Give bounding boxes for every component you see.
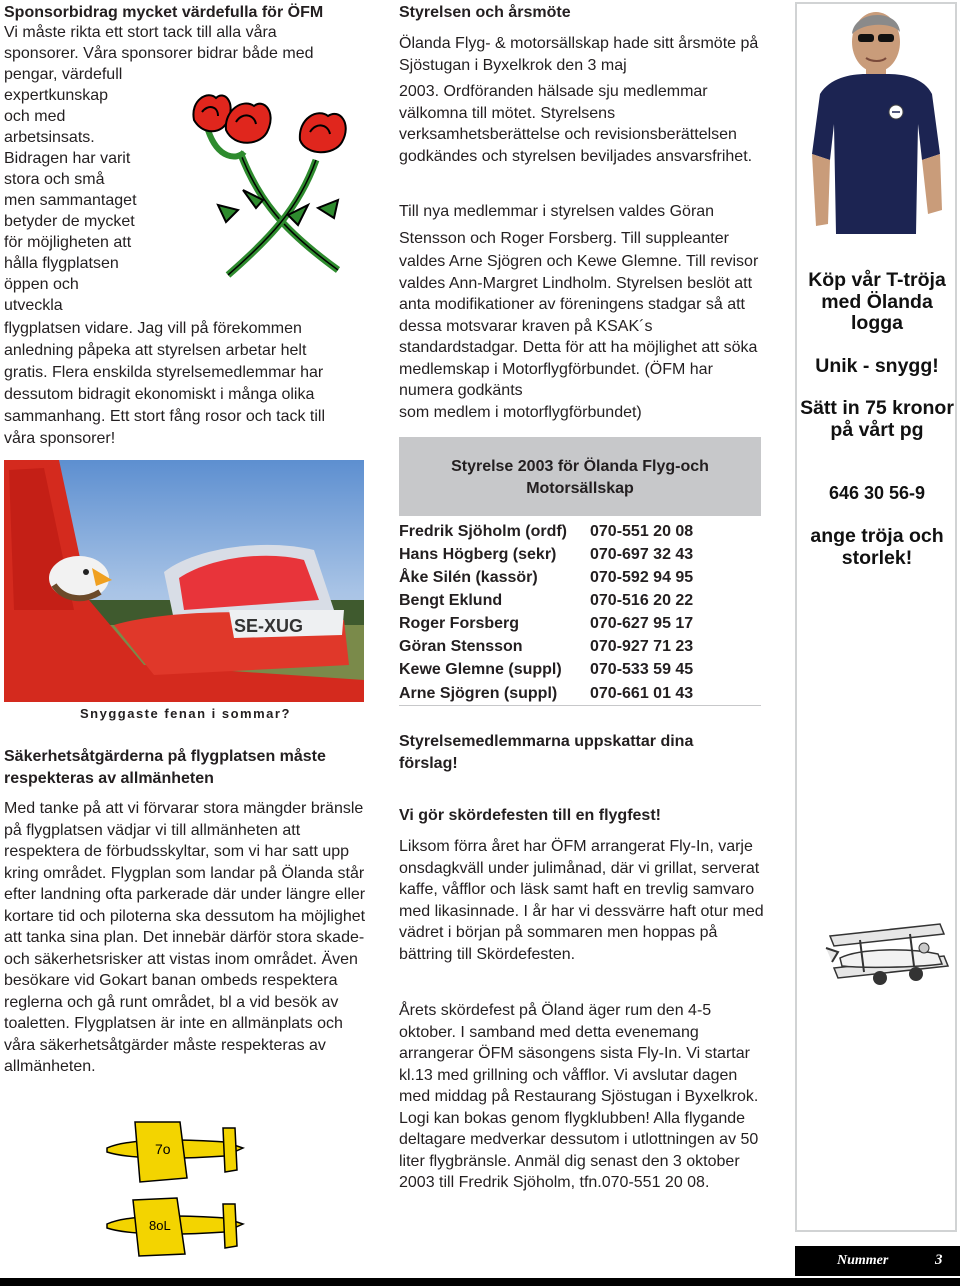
meeting-p3: Till nya medlemmar i styrelsen valdes Göran — [399, 203, 715, 220]
footer-label: Nummer — [837, 1253, 889, 1268]
thanks-note: Styrelsemedlemmarna uppskattar dina förslag! — [399, 733, 694, 772]
sponsors-line: Bidragen har varit — [4, 150, 131, 167]
tshirt-price: Sätt in 75 kronor på vårt pg — [800, 397, 954, 441]
sponsors-line: men sammantaget — [4, 192, 137, 209]
photo-caption: Snyggaste fenan i sommar? — [80, 706, 291, 721]
sponsors-line: öppen och — [4, 276, 79, 293]
biplane-illustration — [820, 918, 955, 998]
sponsors-line: stora och små — [4, 171, 105, 188]
member-name: Roger Forsberg — [399, 615, 520, 632]
harvest-p2: Årets skördefest på Öland äger rum den 4-5 oktober. I samband med detta evenemang arrangerar ÖFM säsongens sista Fly-In. Vi startar kl.13 med grillning och våfflor. Vi avslutar dagen med middag på Restaurang Sjöstugan i Byxelkrok. Logi kan bokas genom flygklubben! Alla flygande deltagare medverkar dessutom i utlottningen av 50 liter flygbränsle. Anmäl dig senast den 3 oktober 2003 till Fredrik Sjöholm, tfn.070-551 20 08. — [399, 1002, 759, 1191]
footer-rule — [0, 1278, 960, 1286]
harvest-p1: Liksom förra året har ÖFM arrangerat Fly-In, varje onsdagkväll under julimånad, där vi grillat, serverat kaffe, våfflor och läsk samt haft en trevlig samvaro med likasinnade. I år har vi dessvärre haft otur med vädret i början på sommaren men hoppas på bättring till Skördefesten. — [399, 838, 764, 963]
registration-marking: SE-XUG — [234, 616, 304, 636]
meeting-p2: 2003. Ordföranden hälsade sju medlemmar välkomna till mötet. Styrelsens verksamhetsberättelse och revisionsberättelsen godkändes och styrelsen beviljades ansvarsfrihet. — [399, 83, 753, 165]
sponsors-line: flygplatsen vidare. Jag vill på förekommen — [4, 320, 302, 337]
person-head — [852, 12, 900, 72]
sponsors-line: sammanhang. Ett stort fång rosor och tack till — [4, 408, 326, 425]
plane-number-2: 8oL — [149, 1218, 171, 1233]
board-title: Styrelse 2003 för Ölanda Flyg-och Motorsällskap — [451, 458, 709, 497]
member-name: Fredrik Sjöholm (ordf) — [399, 523, 567, 540]
meeting-p6: som medlem i motorflygförbundet) — [399, 404, 642, 421]
meeting-p4: Stensson och Roger Forsberg. Till suppleanter — [399, 230, 729, 247]
member-phone: 070-516 20 22 — [590, 592, 694, 609]
meeting-p1: Ölanda Flyg- & motorsällskap hade sitt årsmöte på Sjöstugan i Byxelkrok den 3 maj — [399, 35, 759, 74]
harvest-title: Vi gör skördefesten till en flygfest! — [399, 807, 661, 824]
board-heading-box — [399, 437, 761, 516]
meeting-title: Styrelsen och årsmöte — [399, 4, 571, 21]
member-name: Hans Högberg (sekr) — [399, 546, 557, 563]
man-in-tshirt-photo — [800, 4, 950, 256]
member-phone: 070-533 59 45 — [590, 661, 694, 678]
sponsors-line: gratis. Flera enskilda styrelsemedlemmar har — [4, 364, 324, 381]
member-name: Göran Stensson — [399, 638, 523, 655]
member-name: Åke Silén (kassör) — [399, 569, 538, 586]
sponsors-line: hålla flygplatsen — [4, 255, 119, 272]
sponsors-line: expertkunskap — [4, 87, 109, 104]
meeting-p5: valdes Arne Sjögren och Kewe Glemne. Till revisor valdes Ann-Margret Lindholm. Styrelsen beslöt att anta modifikationer av föreningens stadgar så att dessa motsvarar kraven på KSAK´s standardstadgar. Detta för att ha möjlighet att söka medlemskap i Motorflygförbundet. (ÖFM har numera godkänts — [399, 253, 759, 399]
plane-number-1: 7o — [155, 1141, 171, 1157]
postgiro-account: 646 30 56-9 — [828, 483, 926, 503]
sponsors-line: utveckla — [4, 297, 63, 314]
sponsors-line: pengar, värdefull — [4, 66, 123, 83]
footer-bar — [795, 1246, 960, 1276]
member-phone: 070-661 01 43 — [590, 685, 694, 702]
sponsors-line: sponsorer. Våra sponsorer bidrar både med — [4, 45, 314, 62]
member-name: Bengt Eklund — [399, 592, 503, 609]
sponsors-line: anledning påpeka att styrelsen arbetar helt — [4, 342, 307, 359]
sponsors-line: våra sponsorer! — [4, 430, 116, 447]
tshirt-tagline: Unik - snygg! — [815, 355, 939, 377]
sponsors-line: dessutom bidragit ekonomiskt i många olika — [4, 386, 315, 403]
sponsors-line: Vi måste rikta ett stort tack till alla våra — [4, 24, 277, 41]
tshirt-offer: Köp vår T-tröja med Ölanda logga — [808, 269, 946, 334]
safety-title: Säkerhetsåtgärderna på flygplatsen måste respekteras av allmänheten — [4, 748, 326, 787]
sponsors-line: och med — [4, 108, 66, 125]
tshirt-instruction: ange tröja och storlek! — [810, 525, 944, 569]
yellow-plane-1 — [105, 1118, 245, 1186]
roses-illustration — [188, 90, 368, 280]
sponsors-line: betyder de mycket — [4, 213, 135, 230]
member-phone: 070-697 32 43 — [590, 546, 694, 563]
member-phone: 070-592 94 95 — [590, 569, 694, 586]
page-number: 3 — [935, 1252, 943, 1268]
aircraft-photo — [4, 460, 364, 702]
sponsors-title: Sponsorbidrag mycket värdefulla för ÖFM — [4, 4, 324, 21]
sponsors-line: arbetsinsats. — [4, 129, 95, 146]
member-phone: 070-551 20 08 — [590, 523, 694, 540]
member-name: Kewe Glemne (suppl) — [399, 661, 562, 678]
sponsors-line: för möjligheten att — [4, 234, 132, 251]
member-phone: 070-927 71 23 — [590, 638, 694, 655]
board-list-divider — [399, 705, 761, 706]
safety-body: Med tanke på att vi förvarar stora mängder bränsle på flygplatsen vädjar vi till allmänheten att respektera de förbudsskyltar, som vi har satt upp kring området. Flygplan som landar på Ölanda står efter landning ofta parkerade där under längre eller kortare tid och piloterna ska dessutom ha möjlighet att tanka sina plan. Det innebär därför stora skade- och säkerhetsrisker att vistas inom området. Även besökare vid Gokart banan ombeds respektera reglerna och gå runt området, bl a vid besök av toaletten. Flygplatsen är inte en allmänplats och våra säkerhetsåtgärder måste respekteras av allmänheten. — [4, 800, 366, 1075]
member-name: Arne Sjögren (suppl) — [399, 685, 558, 702]
yellow-plane-2 — [105, 1196, 245, 1258]
member-phone: 070-627 95 17 — [590, 615, 694, 632]
